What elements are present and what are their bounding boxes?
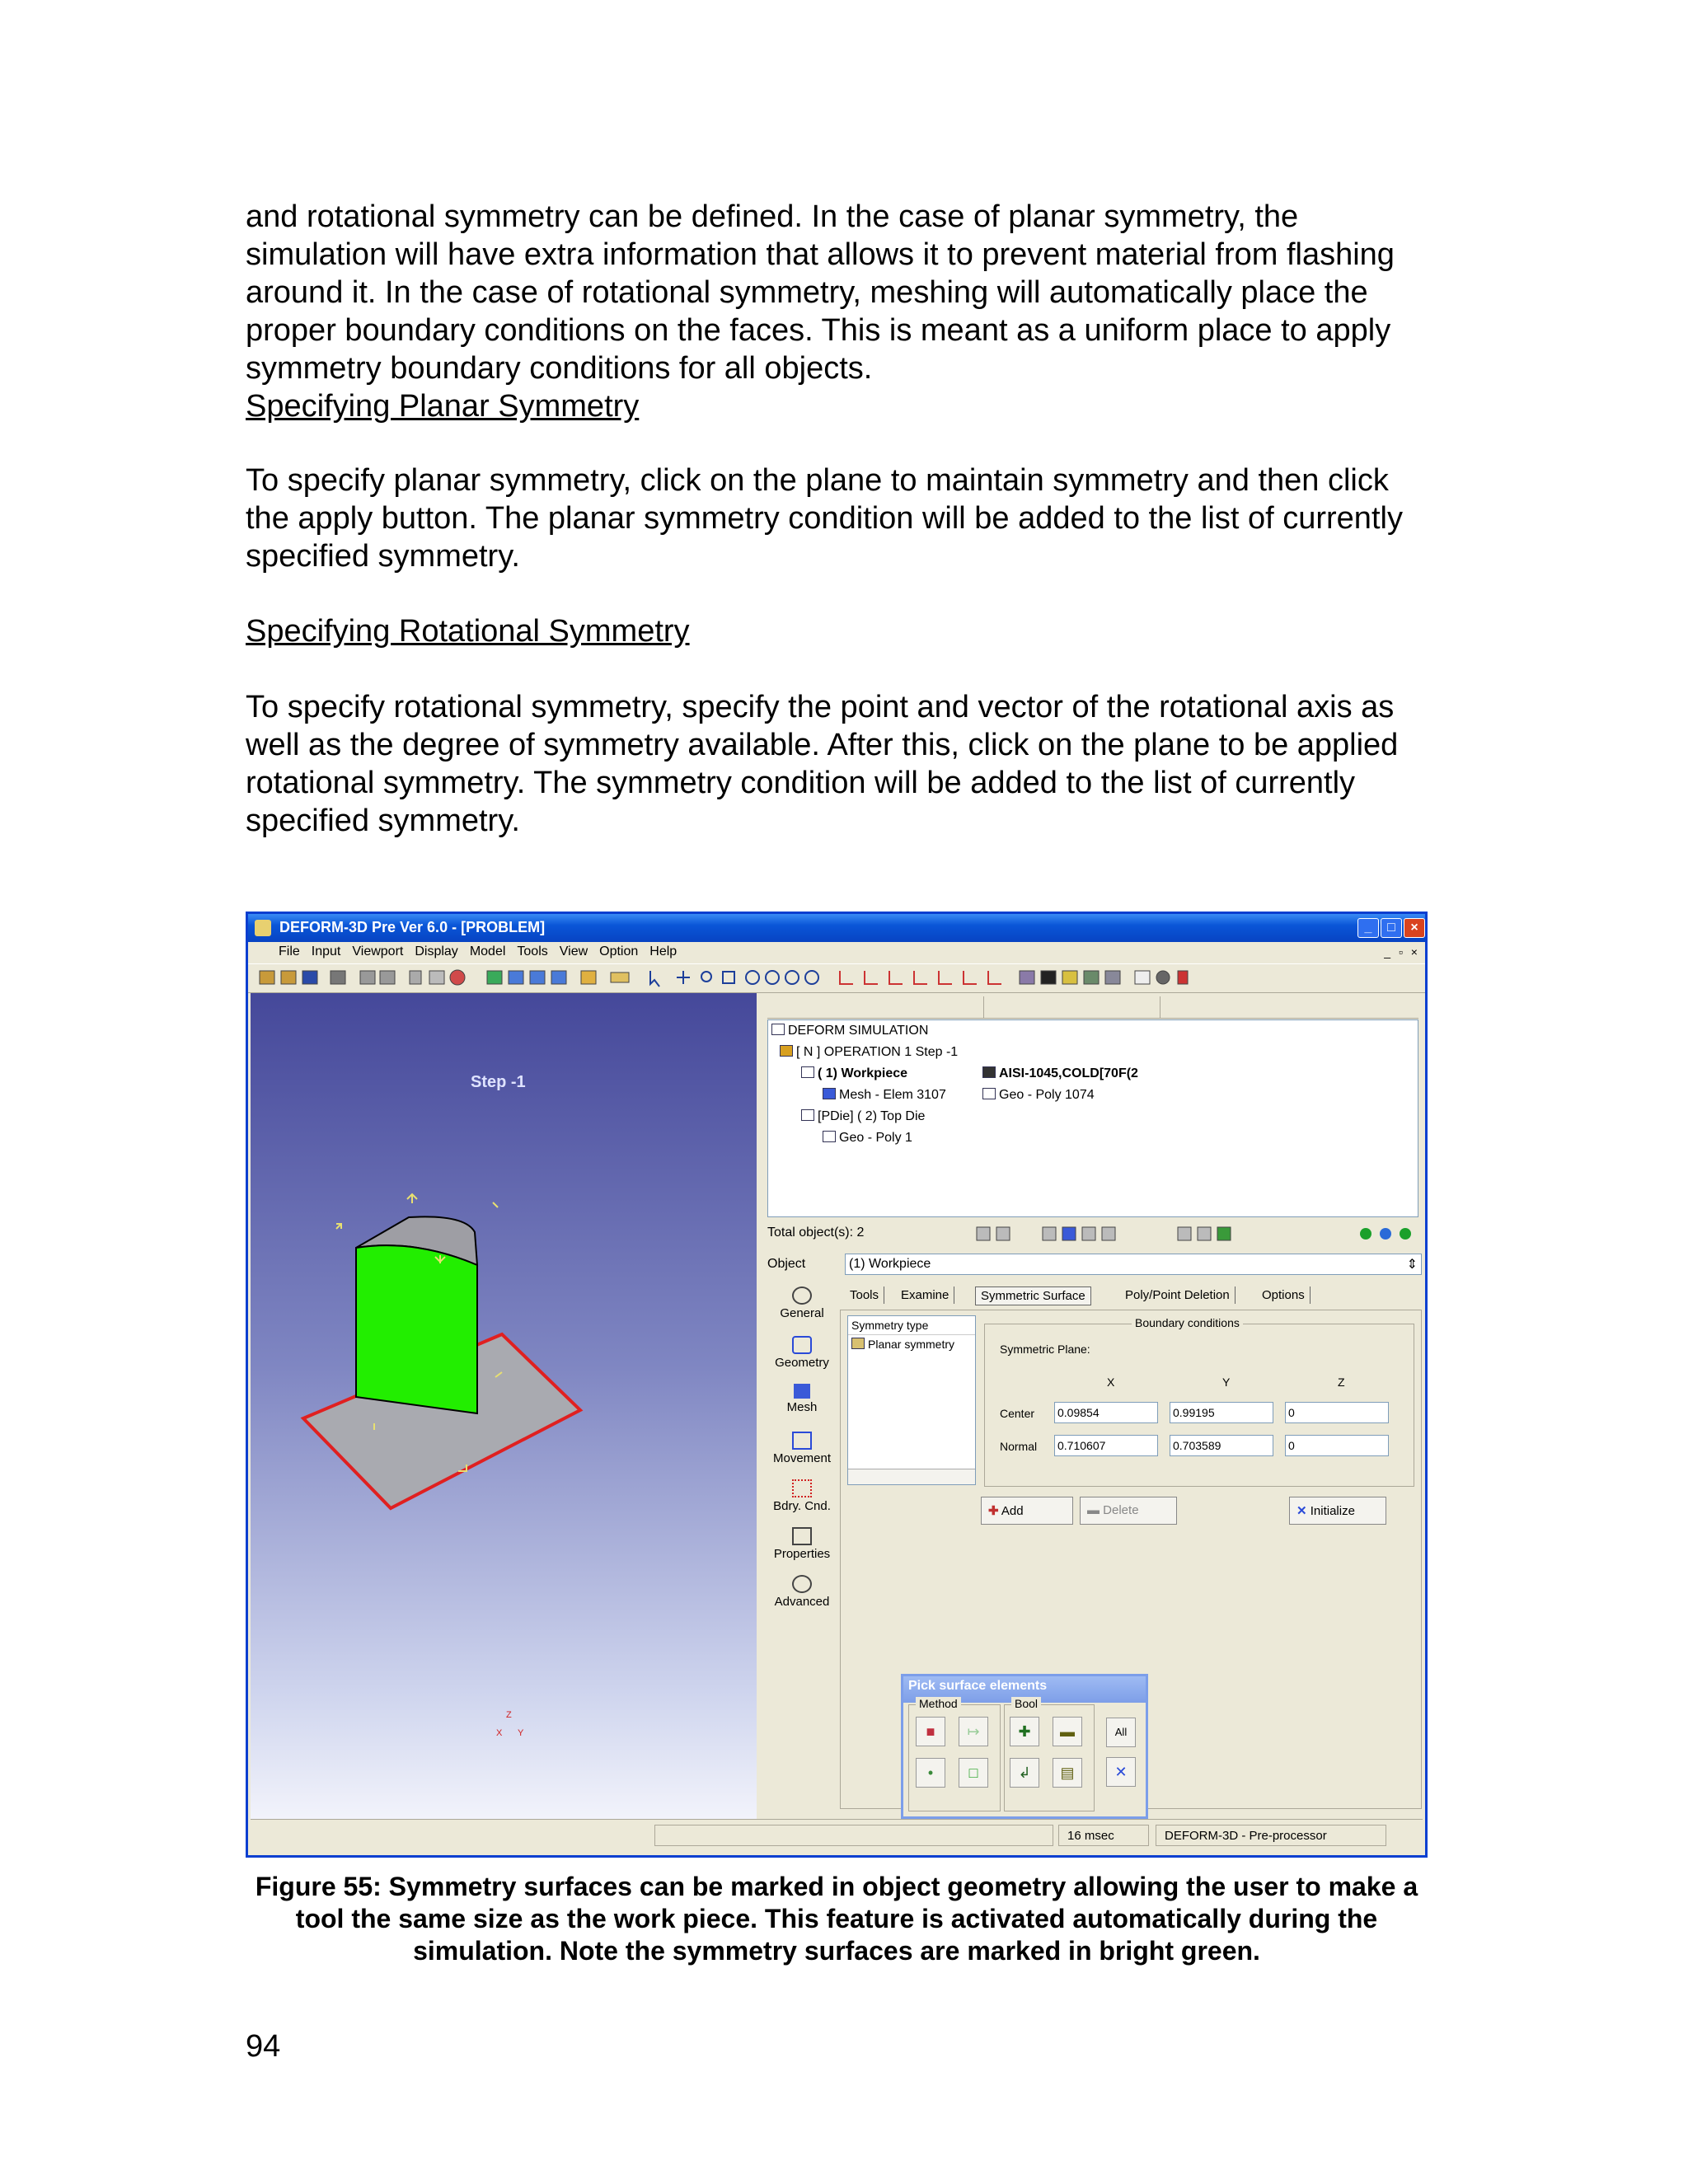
- tree-mesh-label: Mesh - Elem 3107: [839, 1088, 946, 1102]
- category-general-label: General: [780, 1306, 824, 1320]
- main-toolbar: [248, 963, 1425, 993]
- status-mode: DEFORM-3D - Pre-processor: [1156, 1825, 1386, 1846]
- method-label: Method: [916, 1697, 961, 1710]
- category-mesh[interactable]: [769, 1384, 835, 1414]
- tab-options[interactable]: Options: [1257, 1286, 1311, 1304]
- axis-y-label: Y: [518, 1728, 524, 1738]
- menu-help[interactable]: Help: [649, 944, 678, 958]
- symmetry-type-list[interactable]: [847, 1315, 976, 1485]
- step-label: Step -1: [471, 1073, 526, 1091]
- paragraph-rotational: [246, 688, 1441, 840]
- bool-add-button[interactable]: ✚: [1010, 1717, 1039, 1746]
- add-button[interactable]: [981, 1497, 1073, 1525]
- tab-tools[interactable]: Tools: [845, 1286, 884, 1304]
- bool-undo-button[interactable]: ↲: [1010, 1758, 1039, 1788]
- tree-geo-die-label: Geo - Poly 1: [839, 1131, 912, 1145]
- initialize-button[interactable]: [1289, 1497, 1386, 1525]
- paragraph-planar: [246, 462, 1441, 575]
- pick-solid-button[interactable]: ■: [916, 1717, 945, 1746]
- menu-file[interactable]: File: [279, 944, 300, 958]
- category-geometry-label: Geometry: [775, 1356, 829, 1370]
- status-bar: [251, 1819, 1423, 1853]
- tree-workpiece-label: ( 1) Workpiece: [818, 1066, 908, 1080]
- category-geometry[interactable]: [769, 1336, 835, 1370]
- object-panel: [761, 993, 1425, 1819]
- menu-viewport[interactable]: Viewport: [352, 944, 404, 958]
- menu-view[interactable]: View: [559, 944, 588, 958]
- symmetric-plane-label: Symmetric Plane:: [1000, 1343, 1090, 1356]
- symmetry-list-item[interactable]: [848, 1335, 975, 1353]
- menu-tools[interactable]: Tools: [517, 944, 548, 958]
- tree-root[interactable]: [771, 1024, 928, 1038]
- mesh-icon: [823, 1088, 836, 1099]
- tree-toolbar-icons[interactable]: [766, 1222, 1422, 1245]
- window-title: DEFORM-3D Pre Ver 6.0 - [PROBLEM]: [279, 919, 546, 935]
- column-y-label: Y: [1222, 1376, 1231, 1389]
- category-movement-label: Movement: [772, 1451, 832, 1465]
- center-x-field[interactable]: 0.09854: [1054, 1402, 1158, 1423]
- category-movement[interactable]: [769, 1432, 835, 1465]
- bool-replace-button[interactable]: ▤: [1053, 1758, 1082, 1788]
- tab-poly-point-deletion[interactable]: Poly/Point Deletion: [1120, 1286, 1236, 1304]
- pick-all-button[interactable]: All: [1106, 1718, 1136, 1747]
- initialize-button-label: Initialize: [1310, 1504, 1355, 1518]
- axis-triad: [496, 1710, 529, 1743]
- menu-bar: [248, 942, 1425, 963]
- general-icon: [792, 1286, 812, 1305]
- initialize-icon: ✕: [1296, 1504, 1307, 1518]
- delete-icon: ▬: [1087, 1503, 1100, 1517]
- normal-z-field[interactable]: 0: [1285, 1435, 1389, 1456]
- boundary-conditions-label: Boundary conditions: [1132, 1316, 1243, 1329]
- center-z-field[interactable]: 0: [1285, 1402, 1389, 1423]
- workpiece-symmetry-surface: [356, 1245, 477, 1413]
- status-blank: [654, 1825, 1053, 1846]
- figure-caption: Figure 55: Symmetry surfaces can be marked in object geometry allowing the user to make a tool the same size as the work piece. This feature is activated automatically during the simulation. Note the symmetry surfaces are marked in bright green.: [255, 1872, 1418, 1966]
- menu-input[interactable]: Input: [311, 944, 341, 958]
- method-group: [908, 1697, 1001, 1811]
- list-scrollbar[interactable]: [848, 1469, 975, 1484]
- geometry-icon: [792, 1336, 812, 1354]
- mesh-icon: [794, 1384, 810, 1399]
- menu-display[interactable]: Display: [415, 944, 458, 958]
- tree-workpiece[interactable]: [801, 1066, 907, 1081]
- mdi-controls[interactable]: _ ▫ ×: [1384, 945, 1420, 958]
- bool-label: Bool: [1011, 1697, 1041, 1710]
- tree-geo-workpiece[interactable]: [982, 1088, 1095, 1103]
- category-general[interactable]: [769, 1286, 835, 1320]
- dropdown-arrow-icon[interactable]: ⇕: [1406, 1258, 1418, 1272]
- close-button[interactable]: ×: [1404, 918, 1425, 938]
- center-label: Center: [1000, 1407, 1035, 1420]
- workpiece-model[interactable]: [251, 993, 757, 1819]
- toolbar-icons[interactable]: [248, 964, 1425, 992]
- tree-die[interactable]: [801, 1109, 925, 1124]
- symmetry-type-header: Symmetry type: [848, 1316, 975, 1335]
- axis-x-label: X: [496, 1728, 503, 1738]
- pick-dialog-title: Pick surface elements: [903, 1676, 1146, 1703]
- paragraph-planar-text: To specify planar symmetry, click on the plane to maintain symmetry and then click the apply button. The planar symmetry condition will be added to the list of currently specified symmetry.: [246, 463, 1403, 574]
- paragraph-intro-text: and rotational symmetry can be defined. In the case of planar symmetry, the simulation will have extra information that allows it to prevent material from flashing around it. In the case of rotational symmetry, meshing will automatically place the proper boundary conditions on the faces. This is meant as a uniform place to apply symmetry boundary conditions for all objects.: [246, 199, 1395, 386]
- graphics-viewport[interactable]: [251, 993, 757, 1819]
- category-bdry-cnd-label: Bdry. Cnd.: [773, 1499, 831, 1513]
- planar-symmetry-icon: [851, 1338, 865, 1349]
- category-properties[interactable]: [769, 1527, 835, 1561]
- normal-x-field[interactable]: 0.710607: [1054, 1435, 1158, 1456]
- status-time: 16 msec: [1058, 1825, 1149, 1846]
- pick-points-button[interactable]: •: [916, 1758, 945, 1788]
- object-dropdown-value: (1) Workpiece: [849, 1257, 931, 1271]
- bool-group: [1004, 1697, 1095, 1811]
- tree-root-label: DEFORM SIMULATION: [788, 1024, 929, 1038]
- properties-icon: [792, 1527, 812, 1545]
- heading-planar-symmetry: Specifying Planar Symmetry: [246, 389, 640, 424]
- heading-rotational-symmetry: Specifying Rotational Symmetry: [246, 614, 690, 649]
- tree-header: [767, 996, 1418, 1019]
- tab-examine[interactable]: Examine: [896, 1286, 954, 1304]
- symmetry-item-label: Planar symmetry: [868, 1338, 955, 1351]
- total-objects: Total object(s): 2: [767, 1226, 865, 1240]
- paragraph-intro: [246, 198, 1441, 425]
- tab-symmetric-surface[interactable]: Symmetric Surface: [975, 1286, 1091, 1305]
- pick-box-button[interactable]: □: [959, 1758, 988, 1788]
- advanced-icon: [792, 1575, 812, 1593]
- column-x-label: X: [1107, 1376, 1115, 1389]
- title-bar: [248, 914, 1425, 942]
- center-y-field[interactable]: 0.99195: [1170, 1402, 1273, 1423]
- tree-material-label: AISI-1045,COLD[70F(2: [999, 1066, 1138, 1080]
- menu-model[interactable]: Model: [469, 944, 506, 958]
- tree-operation[interactable]: [780, 1045, 958, 1060]
- pick-surface-dialog: [901, 1674, 1148, 1819]
- tree-material[interactable]: [982, 1066, 1138, 1081]
- tree-mesh[interactable]: [823, 1088, 946, 1103]
- tree-geo-workpiece-label: Geo - Poly 1074: [999, 1088, 1095, 1102]
- add-icon: ✚: [988, 1504, 999, 1518]
- category-mesh-label: Mesh: [786, 1400, 818, 1414]
- object-label: Object: [767, 1257, 806, 1271]
- object-status-row: [766, 1222, 1422, 1245]
- object-selector-row: [766, 1254, 1422, 1278]
- material-icon: [982, 1066, 996, 1078]
- menu-option[interactable]: Option: [599, 944, 639, 958]
- delete-button[interactable]: [1080, 1497, 1177, 1525]
- tree-geo-die[interactable]: [823, 1131, 912, 1146]
- category-properties-label: Properties: [773, 1547, 831, 1561]
- boundary-icon: [792, 1479, 812, 1497]
- add-button-label: Add: [1001, 1504, 1024, 1518]
- simulation-icon: [771, 1024, 785, 1035]
- delete-button-label: Delete: [1103, 1503, 1139, 1517]
- geometry-icon: [982, 1088, 996, 1099]
- pick-path-button[interactable]: ↦: [959, 1717, 988, 1746]
- app-window: [246, 912, 1428, 1858]
- object-dropdown[interactable]: [845, 1254, 1422, 1275]
- bool-subtract-button[interactable]: ▬: [1053, 1717, 1082, 1746]
- operation-icon: [780, 1045, 793, 1057]
- tree-die-label: [PDie] ( 2) Top Die: [818, 1109, 926, 1123]
- category-advanced-label: Advanced: [774, 1595, 830, 1609]
- boundary-conditions-group: [984, 1316, 1414, 1487]
- workpiece-icon: [801, 1066, 814, 1078]
- geometry-icon: [823, 1131, 836, 1142]
- paragraph-rotational-text: To specify rotational symmetry, specify the point and vector of the rotational axis as well as the degree of symmetry available. After this, click on the plane to be applied rotational symmetry. The symmetry condition will be added to the list of currently specified symmetry.: [246, 690, 1399, 838]
- normal-label: Normal: [1000, 1440, 1038, 1453]
- maximize-button[interactable]: □: [1381, 918, 1402, 938]
- tree-operation-label: [ N ] OPERATION 1 Step -1: [796, 1045, 959, 1059]
- category-advanced[interactable]: [769, 1575, 835, 1609]
- column-z-label: Z: [1338, 1376, 1345, 1389]
- object-tree[interactable]: [767, 1019, 1418, 1217]
- movement-icon: [792, 1432, 812, 1450]
- pick-clear-button[interactable]: ✕: [1106, 1757, 1136, 1787]
- category-bdry-cnd[interactable]: [769, 1479, 835, 1513]
- app-icon: [255, 920, 271, 936]
- minimize-button[interactable]: _: [1357, 918, 1379, 938]
- page-number: 94: [246, 2029, 281, 2064]
- axis-z-label: Z: [506, 1710, 512, 1720]
- normal-y-field[interactable]: 0.703589: [1170, 1435, 1273, 1456]
- die-icon: [801, 1109, 814, 1121]
